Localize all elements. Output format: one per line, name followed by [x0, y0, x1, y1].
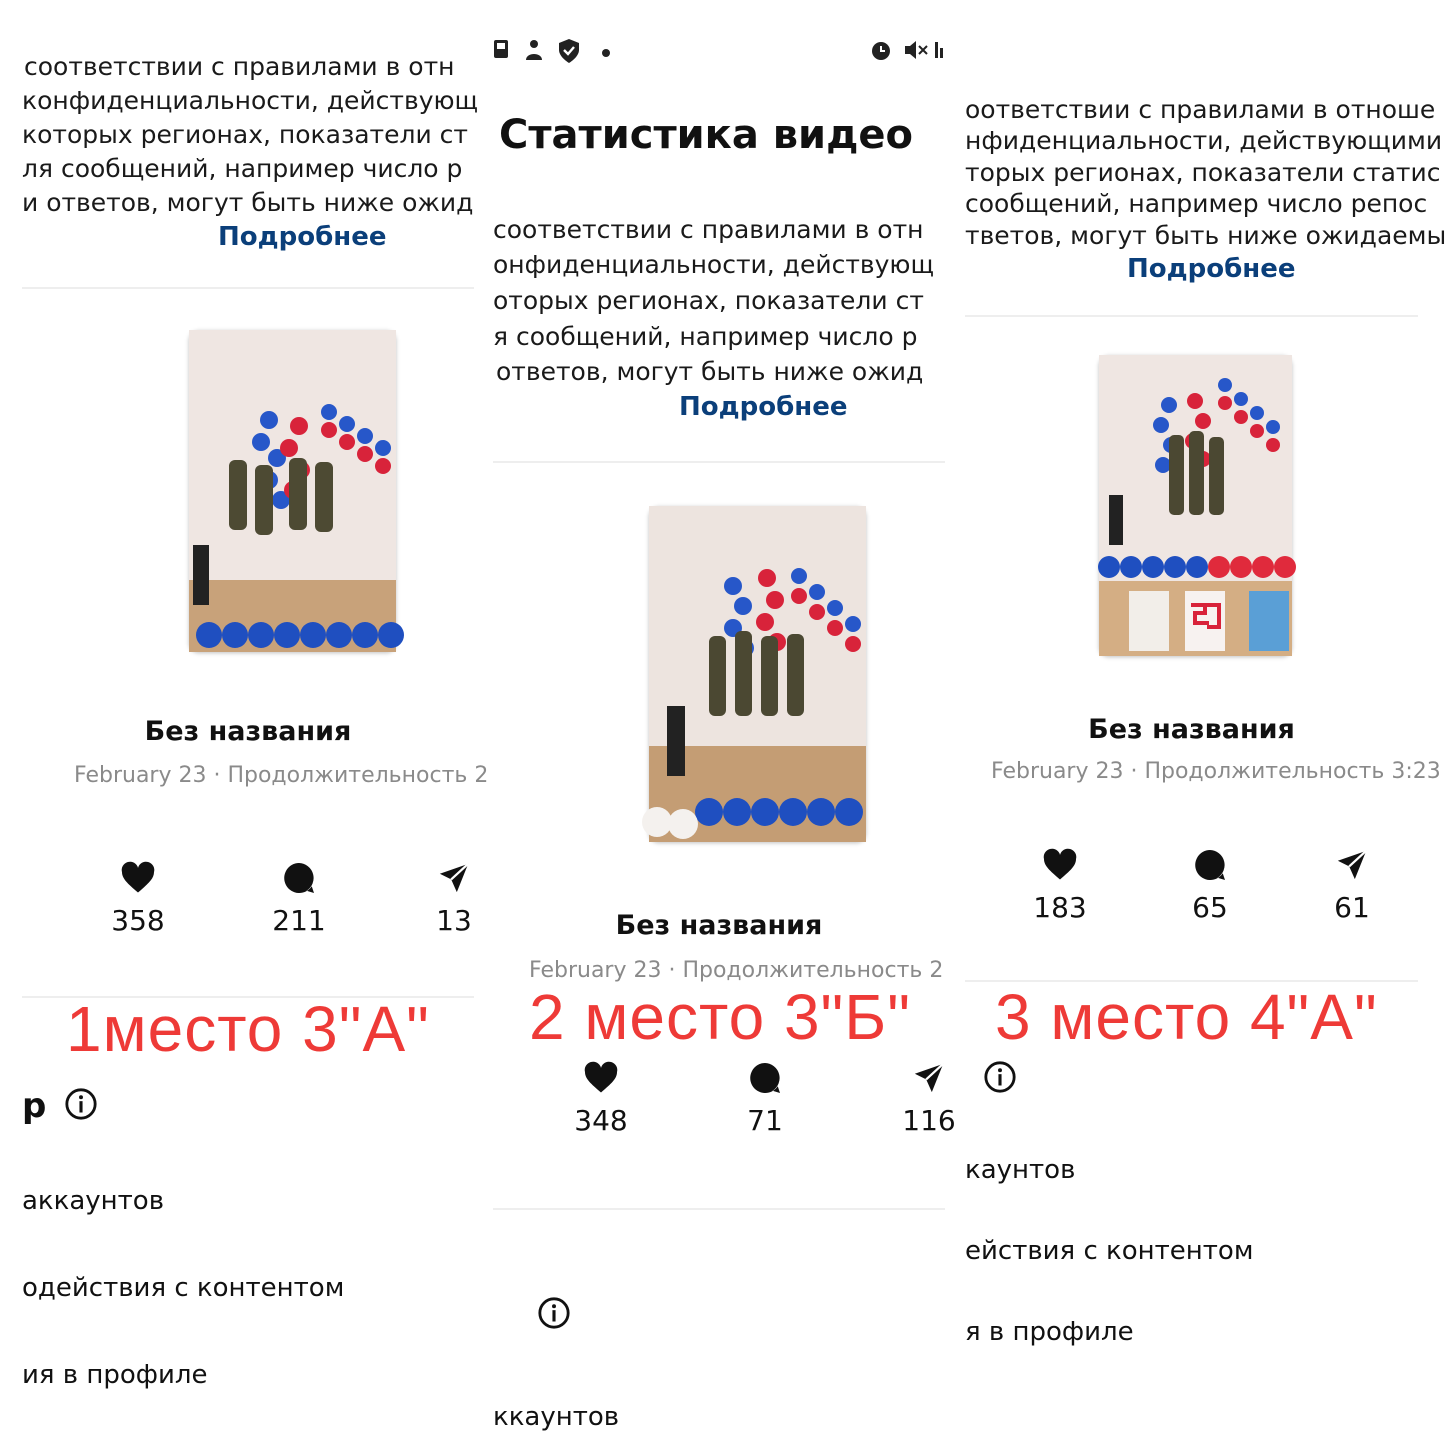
section-header [493, 1296, 571, 1334]
shares-count: 116 [902, 1104, 956, 1137]
notice-line: конфиденциальности, действующ [22, 86, 479, 115]
metric-row-profile[interactable]: ия в профиле [22, 1360, 208, 1390]
section-header [22, 1086, 98, 1126]
comments-stat [239, 858, 359, 937]
likes-count: 348 [574, 1104, 628, 1137]
comment-bubble-icon [705, 1058, 825, 1098]
video-title: Без названия [615, 910, 823, 941]
video-thumbnail[interactable] [189, 330, 396, 652]
section-header [983, 1060, 1017, 1098]
divider [965, 315, 1418, 317]
metric-row-accounts[interactable]: ккаунтов [493, 1402, 620, 1432]
notice-line: нфиденциальности, действующими [965, 126, 1443, 155]
shares-count: 61 [1334, 891, 1370, 924]
notice-line: ля сообщений, например число р [22, 154, 463, 183]
likes-stat [78, 858, 198, 937]
comments-stat [705, 1058, 825, 1137]
shares-stat [1292, 845, 1412, 924]
panel-first-place [22, 0, 489, 1440]
info-circle-icon[interactable] [983, 1060, 1017, 1098]
notification-icon [493, 38, 509, 60]
video-title: Без названия [1088, 714, 1295, 745]
likes-count: 358 [111, 904, 165, 937]
stage-photo-image [1099, 355, 1292, 656]
alarm-icon [869, 38, 893, 62]
shares-count: 13 [436, 904, 472, 937]
notice-line: соответствии с правилами в отн [493, 215, 924, 244]
metric-row-accounts[interactable]: каунтов [965, 1155, 1076, 1185]
dot-icon [601, 38, 611, 68]
info-circle-icon[interactable] [537, 1296, 571, 1334]
place-label: 2 место 3"Б" [529, 981, 911, 1053]
metric-row-profile[interactable]: я в профиле [965, 1317, 1134, 1347]
divider [493, 461, 945, 463]
comment-bubble-icon [239, 858, 359, 898]
notice-line: онфиденциальности, действующ [493, 250, 935, 279]
app-notification-icon [523, 38, 545, 62]
notice-line: оответствии с правилами в отноше [965, 95, 1436, 124]
place-label: 3 место 4"А" [995, 981, 1378, 1053]
likes-stat [1000, 845, 1120, 924]
panel-second-place [493, 0, 956, 1440]
heart-icon [1000, 845, 1120, 885]
mute-icon [903, 38, 929, 62]
notice-line: которых регионах, показатели ст [22, 120, 468, 149]
notice-line: ответов, могут быть ниже ожид [496, 357, 924, 386]
comment-bubble-icon [1150, 845, 1270, 885]
likes-stat [541, 1058, 661, 1137]
place-label: 1место 3"А" [66, 993, 430, 1065]
panel-third-place [965, 0, 1446, 1440]
notice-line: оторых регионах, показатели ст [493, 286, 924, 315]
notice-line: я сообщений, например число р [493, 322, 918, 351]
divider [22, 287, 474, 289]
notice-line: тветов, могут быть ниже ожидаемы [965, 221, 1446, 250]
comments-count: 211 [272, 904, 326, 937]
page-title: Статистика видео [499, 112, 913, 158]
paper-plane-icon [1292, 845, 1412, 885]
more-info-link[interactable]: Подробнее [218, 222, 387, 252]
comments-stat [1150, 845, 1270, 924]
notice-line: и ответов, могут быть ниже ожид [22, 188, 474, 217]
video-thumbnail[interactable] [1099, 355, 1292, 656]
video-meta: February 23 · Продолжительность 3:23 [991, 759, 1441, 784]
heart-icon [541, 1058, 661, 1098]
comments-count: 65 [1192, 891, 1228, 924]
video-thumbnail[interactable] [649, 506, 866, 842]
video-meta: February 23 · Продолжительность 2 [529, 958, 944, 983]
status-bar [493, 38, 945, 68]
shield-icon [557, 38, 581, 64]
info-circle-icon[interactable] [64, 1087, 98, 1125]
metric-row-interactions[interactable]: ействия с контентом [965, 1236, 1254, 1266]
stage-photo-image [189, 330, 396, 652]
divider [493, 1208, 945, 1210]
metric-row-interactions[interactable]: одействия с контентом [22, 1273, 345, 1303]
more-info-link[interactable]: Подробнее [679, 392, 848, 422]
stage-photo-image [649, 506, 866, 842]
notice-line: соответствии с правилами в отн [24, 52, 455, 81]
comments-count: 71 [747, 1104, 783, 1137]
notice-line: сообщений, например число репос [965, 189, 1428, 218]
heart-icon [78, 858, 198, 898]
video-title: Без названия [144, 716, 352, 747]
likes-count: 183 [1033, 891, 1087, 924]
notice-line: торых регионах, показатели статис [965, 158, 1441, 187]
signal-icon [933, 38, 945, 62]
video-meta: February 23 · Продолжительность 2 [74, 763, 489, 788]
metric-row-accounts[interactable]: аккаунтов [22, 1186, 165, 1216]
more-info-link[interactable]: Подробнее [1127, 254, 1296, 284]
section-title-fragment: р [22, 1086, 47, 1126]
